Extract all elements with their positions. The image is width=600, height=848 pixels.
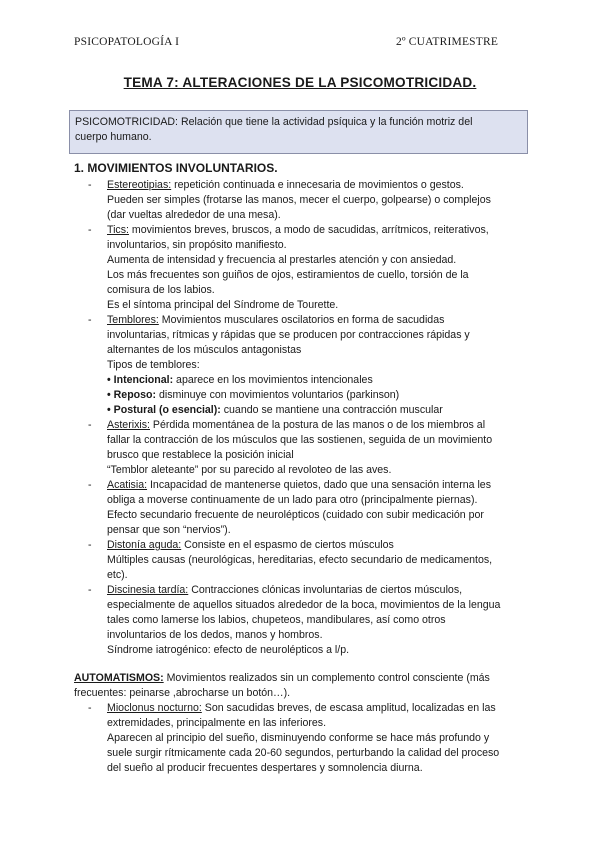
header-subject: PSICOPATOLOGÍA I bbox=[74, 36, 180, 48]
text-line: Aumenta de intensidad y frecuencia al prestarles atención y con ansiedad. bbox=[107, 254, 457, 266]
text-line: Pueden ser simples (frotarse las manos, mecer el cuerpo, golpearse) o complejos bbox=[107, 194, 491, 206]
involuntary-movements-list bbox=[74, 178, 526, 658]
dash-bullet: - bbox=[88, 419, 92, 431]
text-line: Aparecen al principio del sueño, disminuyendo conforme se hace más profundo y bbox=[107, 732, 490, 744]
list-item-discinesia bbox=[74, 583, 526, 658]
text-line: involuntarios, sin propósito manifiesto. bbox=[107, 239, 287, 251]
dash-bullet: - bbox=[88, 584, 92, 596]
text: repetición continuada e innecesaria de movimientos o gestos. bbox=[171, 179, 464, 191]
page-title: TEMA 7: ALTERACIONES DE LA PSICOMOTRICIDAD. bbox=[123, 75, 477, 90]
section-term: AUTOMATISMOS: bbox=[74, 672, 164, 684]
text-line: etc). bbox=[107, 569, 128, 581]
text-line: involuntarios de los dedos, manos y hombros. bbox=[107, 629, 323, 641]
term: Temblores: bbox=[107, 314, 159, 326]
text-line: frecuentes: peinarse ,abrocharse un botón…). bbox=[74, 687, 291, 699]
term: Distonía aguda: bbox=[107, 539, 182, 551]
text-line: extremidades, principalmente en las inferiores. bbox=[107, 717, 327, 729]
text-line: tales como lamerse los labios, chupeteos, mandibulares, así como otros bbox=[107, 614, 446, 626]
text-line: pensar que son “nervios”). bbox=[107, 524, 231, 536]
document-body bbox=[74, 161, 526, 776]
text: Movimientos realizados sin un complemento control consciente (más bbox=[163, 672, 490, 684]
text-line: (dar vueltas alrededor de una mesa). bbox=[107, 209, 281, 221]
term: Discinesia tardía: bbox=[107, 584, 189, 596]
dash-bullet: - bbox=[88, 702, 92, 714]
dash-bullet: - bbox=[88, 314, 92, 326]
header-term: 2º CUATRIMESTRE bbox=[396, 36, 499, 48]
tremor-type: • Intencional: aparece en los movimientos intencionales bbox=[107, 374, 373, 386]
text-line: Efecto secundario frecuente de neurolépticos (cuidado con subir medicación por bbox=[107, 509, 484, 521]
text-line: fallar la contracción de los músculos que las sostienen, seguida de un movimiento bbox=[107, 434, 493, 446]
term: Asterixis: bbox=[107, 419, 150, 431]
text-line: “Temblor aleteante” por su parecido al revoloteo de las aves. bbox=[107, 464, 392, 476]
definition-line: cuerpo humano. bbox=[75, 131, 152, 143]
text: Movimientos musculares oscilatorios en forma de sacudidas bbox=[158, 314, 445, 326]
text-line: alternantes de los músculos antagonistas bbox=[107, 344, 302, 356]
list-item-tics bbox=[74, 223, 526, 313]
definition-line: PSICOMOTRICIDAD: Relación que tiene la actividad psíquica y la función motriz del bbox=[75, 116, 473, 128]
text: Incapacidad de mantenerse quietos, dado que una sensación interna les bbox=[147, 479, 491, 491]
text-line: Los más frecuentes son guiños de ojos, estiramientos de cuello, torsión de la bbox=[107, 269, 469, 281]
text: Consiste en el espasmo de ciertos músculos bbox=[181, 539, 394, 551]
list-item-acatisia bbox=[74, 478, 526, 538]
automatismos-list bbox=[74, 701, 526, 776]
dash-bullet: - bbox=[88, 179, 92, 191]
text-line: suele surgir rítmicamente cada 20-60 segundos, perturbando la calidad del proceso bbox=[107, 747, 500, 759]
text-line: Síndrome iatrogénico: efecto de neurolépticos a l/p. bbox=[107, 644, 350, 656]
definition-box bbox=[69, 110, 528, 154]
dash-bullet: - bbox=[88, 539, 92, 551]
list-item-asterixis bbox=[74, 418, 526, 478]
dash-bullet: - bbox=[88, 479, 92, 491]
tremor-type: • Postural (o esencial): cuando se mantiene una contracción muscular bbox=[107, 404, 443, 416]
text-line: del sueño al producir frecuentes despertares y somnolencia diurna. bbox=[107, 762, 423, 774]
term: Mioclonus nocturno: bbox=[107, 702, 202, 714]
list-item-mioclonus bbox=[74, 701, 526, 776]
list-item-distonia bbox=[74, 538, 526, 583]
text-line: involuntarias, rítmicas y rápidas que se producen por contracciones rápidas y bbox=[107, 329, 470, 341]
term: Estereotipias: bbox=[107, 179, 172, 191]
text-line: Es el síntoma principal del Síndrome de Tourette. bbox=[107, 299, 339, 311]
text: Son sacudidas breves, de escasa amplitud, localizadas en las bbox=[201, 702, 496, 714]
dash-bullet: - bbox=[88, 224, 92, 236]
text-line: especialmente de aquellos situados alrededor de la boca, movimientos de la lengua bbox=[107, 599, 501, 611]
text-line: comisura de los labios. bbox=[107, 284, 215, 296]
term: Tics: bbox=[107, 224, 129, 236]
text: Pérdida momentánea de la postura de las manos o de los miembros al bbox=[149, 419, 486, 431]
text: movimientos breves, bruscos, a modo de sacudidas, arrítmicos, reiterativos, bbox=[128, 224, 489, 236]
text-line: obliga a moverse continuamente de un lado para otro (principalmente piernas). bbox=[107, 494, 478, 506]
text-line: Múltiples causas (neurológicas, hereditarias, efecto secundario de medicamentos, bbox=[107, 554, 493, 566]
section-heading: 1. MOVIMIENTOS INVOLUNTARIOS. bbox=[74, 161, 278, 175]
tremor-type: • Reposo: disminuye con movimientos voluntarios (parkinson) bbox=[107, 389, 400, 401]
text-line: Tipos de temblores: bbox=[107, 359, 200, 371]
automatismos-section bbox=[74, 671, 526, 776]
text: Contracciones clónicas involuntarias de ciertos músculos, bbox=[188, 584, 463, 596]
list-item-estereotipias bbox=[74, 178, 526, 223]
list-item-temblores bbox=[74, 313, 526, 418]
term: Acatisia: bbox=[107, 479, 148, 491]
text-line: brusco que restablece la posición inicial bbox=[107, 449, 294, 461]
